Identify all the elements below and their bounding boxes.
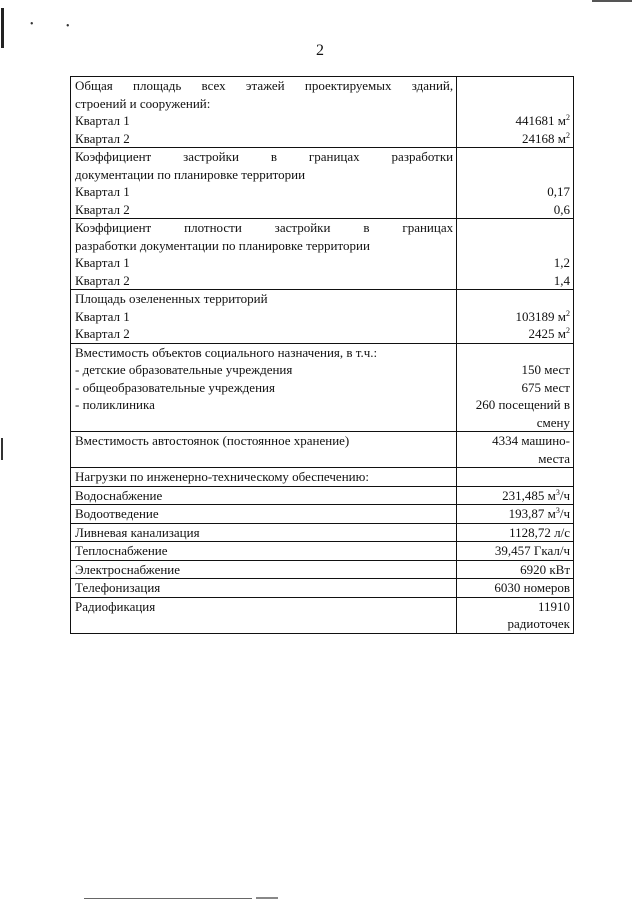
label-line: Квартал 1	[75, 255, 130, 270]
row-value: 1128,72 л/с	[457, 523, 574, 542]
label-line: разработки документации по планировке территории	[75, 237, 370, 253]
row-label	[71, 343, 457, 432]
label-line: Квартал 1	[75, 184, 130, 199]
label-line: Квартал 1	[75, 308, 130, 324]
row-label: Электроснабжение	[71, 560, 457, 579]
row-value	[457, 148, 574, 219]
value-line: смену	[536, 414, 570, 430]
row-value	[457, 290, 574, 344]
row-label: Теплоснабжение	[71, 542, 457, 561]
value-line: 441681 $м^2$	[515, 113, 570, 128]
label-line: Вместимость объектов социального назначения, в т.ч.:	[75, 344, 378, 360]
value-line: 24168 $м^2$	[522, 130, 570, 146]
footer-rule	[84, 898, 252, 899]
table-row	[71, 579, 574, 598]
table-row	[71, 343, 574, 432]
row-value: 6920 кВт	[457, 560, 574, 579]
scan-artifact-bar	[1, 438, 3, 460]
label-line: Квартал 1	[75, 113, 130, 128]
table-row	[71, 597, 574, 633]
value-line: радиоточек	[507, 616, 570, 631]
label-line: Квартал 2	[75, 272, 130, 288]
value-line: 1,2	[553, 255, 570, 270]
table-row	[71, 505, 574, 524]
table-row	[71, 77, 574, 148]
scan-speck: •	[30, 19, 34, 30]
row-value	[457, 343, 574, 432]
label-line: Квартал 2	[75, 130, 130, 146]
table-row	[71, 523, 574, 542]
scan-speck: •	[66, 21, 70, 32]
row-label: Водоотведение	[71, 505, 457, 524]
row-label: Водоснабжение	[71, 486, 457, 505]
row-label: Вместимость автостоянок (постоянное хранение)	[71, 432, 457, 468]
value-line: 260 посещений в	[475, 397, 570, 412]
value-line: 675 мест	[521, 379, 570, 395]
row-value: 193,87 $м^3/ч$	[457, 505, 574, 524]
parameters-table	[70, 76, 574, 634]
label-line: Квартал 2	[75, 326, 130, 341]
label-line: - общеобразовательные учреждения	[75, 379, 275, 395]
row-label: Радиофикация	[71, 597, 457, 633]
value-line: 11910	[537, 598, 570, 614]
label-line: документации по планировке территории	[75, 166, 306, 182]
table-row	[71, 542, 574, 561]
table-row	[71, 486, 574, 505]
value-line: 2425 $м^2$	[528, 326, 570, 341]
footer-mark	[256, 897, 278, 899]
table-row	[71, 148, 574, 219]
value-line: 1,4	[553, 272, 570, 288]
row-value	[457, 219, 574, 290]
label-line: Коэффициент застройки в границах разработки	[75, 149, 454, 164]
row-value: 231,485 $м^3/ч$	[457, 486, 574, 505]
value-line: 4334 машино-	[492, 433, 570, 448]
row-value: 6030 номеров	[457, 579, 574, 598]
label-line: Площадь озелененных территорий	[75, 291, 268, 306]
value-line: 103189 $м^2$	[515, 308, 570, 324]
value-line: 150 мест	[521, 362, 570, 377]
row-value	[457, 77, 574, 148]
table-row	[71, 468, 574, 487]
scan-artifact-line	[592, 0, 632, 2]
row-value	[457, 432, 574, 468]
row-label: Телефонизация	[71, 579, 457, 598]
table-row	[71, 560, 574, 579]
row-label	[71, 77, 457, 148]
value-line: 0,17	[547, 184, 570, 199]
row-label: Нагрузки по инженерно-техническому обеспечению:	[71, 468, 457, 487]
row-value: 39,457 Гкал/ч	[457, 542, 574, 561]
row-label	[71, 148, 457, 219]
value-line: места	[538, 450, 570, 466]
label-line: Коэффициент плотности застройки в границах	[75, 220, 454, 235]
value-line: 0,6	[553, 201, 570, 217]
table-row	[71, 290, 574, 344]
row-label: Ливневая канализация	[71, 523, 457, 542]
table-row	[71, 219, 574, 290]
row-value	[457, 597, 574, 633]
table-row	[71, 432, 574, 468]
row-label	[71, 290, 457, 344]
label-line: - детские образовательные учреждения	[75, 362, 293, 377]
label-line: Общая площадь всех этажей проектируемых зданий,	[75, 78, 454, 93]
label-line: строений и сооружений:	[75, 95, 211, 111]
page-number: 2	[316, 42, 324, 59]
label-line: - поликлиника	[75, 397, 155, 412]
row-value	[457, 468, 574, 487]
row-label	[71, 219, 457, 290]
label-line: Квартал 2	[75, 201, 130, 217]
